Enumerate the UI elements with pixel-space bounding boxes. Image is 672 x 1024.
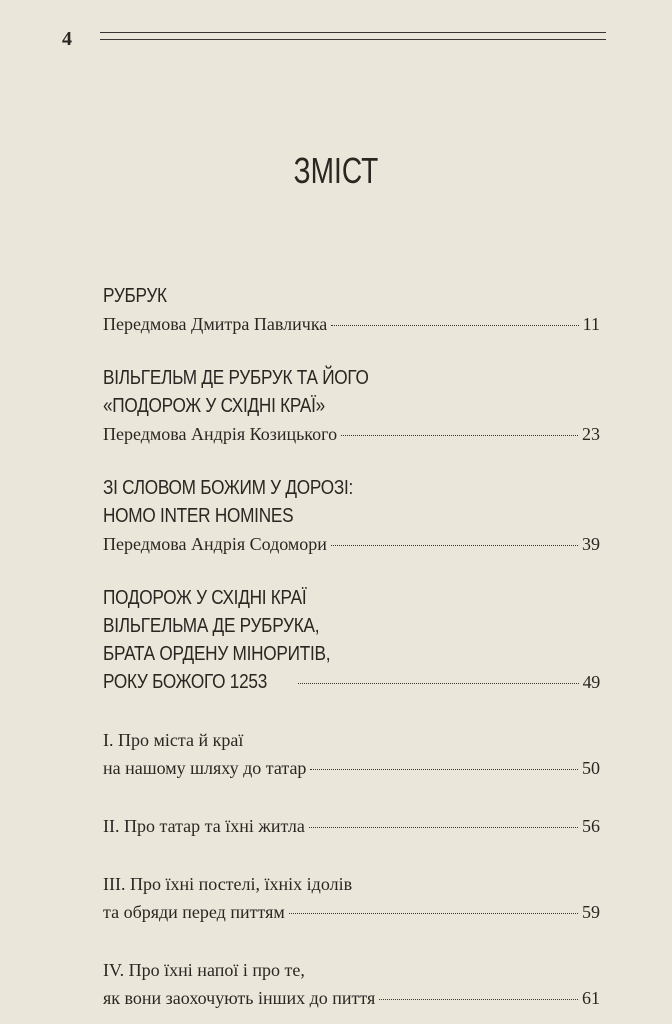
dot-leader <box>309 827 578 828</box>
dot-leader <box>310 769 578 770</box>
toc-chapter-final: як вони заохочують інших до пиття <box>103 988 376 1008</box>
toc-entry-subtitle: Передмова Андрія Козицького <box>103 424 338 444</box>
header-double-rule <box>100 32 606 40</box>
toc-entry-podorozh[interactable] <box>103 584 600 696</box>
dot-leader <box>341 435 578 436</box>
dot-leader <box>331 325 578 326</box>
toc-entry-heading: ЗІ СЛОВОМ БОЖИМ У ДОРОЗІ: <box>103 477 354 499</box>
toc-entry-rubruk[interactable] <box>103 282 600 338</box>
toc-entry-heading: ВІЛЬГЕЛЬМ ДЕ РУБРУК ТА ЙОГО <box>103 367 369 389</box>
table-of-contents <box>103 282 600 1012</box>
toc-chapter-2[interactable] <box>103 812 600 840</box>
dot-leader <box>289 913 578 914</box>
toc-entry-heading: РУБРУК <box>103 285 167 307</box>
toc-page-number: 23 <box>582 424 600 444</box>
toc-chapter-line: IV. Про їхні напої і про те, <box>103 960 305 980</box>
toc-entry-slovom[interactable] <box>103 474 600 558</box>
page-number: 4 <box>62 28 72 50</box>
toc-chapter-final: II. Про татар та їхні житла <box>103 816 305 836</box>
toc-page-number: 11 <box>582 314 600 334</box>
toc-entry-heading-final: РОКУ БОЖОГО 1253 <box>103 671 268 693</box>
toc-page-number: 61 <box>582 988 600 1008</box>
toc-entry-heading: ВІЛЬГЕЛЬМА ДЕ РУБРУКА, <box>103 615 320 637</box>
toc-entry-subtitle: Передмова Дмитра Павличка <box>103 314 328 334</box>
toc-entry-heading: HOMO INTER HOMINES <box>103 505 294 527</box>
toc-chapter-1[interactable] <box>103 726 600 782</box>
toc-chapter-3[interactable] <box>103 870 600 926</box>
toc-page-number: 49 <box>582 672 600 692</box>
toc-chapter-final: на нашому шляху до татар <box>103 758 307 778</box>
toc-page-number: 39 <box>582 534 600 554</box>
toc-page-number: 56 <box>582 816 600 836</box>
toc-title: ЗМІСТ <box>293 150 379 191</box>
toc-chapter-line: I. Про міста й краї <box>103 730 244 750</box>
toc-entry-heading: «ПОДОРОЖ У СХІДНІ КРАЇ» <box>103 395 325 417</box>
dot-leader <box>331 545 578 546</box>
toc-chapter-line: III. Про їхні постелі, їхніх ідолів <box>103 874 353 894</box>
toc-entry-wilhelm[interactable] <box>103 364 600 448</box>
dot-leader <box>298 683 579 684</box>
toc-entry-heading: ПОДОРОЖ У СХІДНІ КРАЇ <box>103 587 307 609</box>
dot-leader <box>379 999 578 1000</box>
toc-entry-subtitle: Передмова Андрія Содомори <box>103 534 327 554</box>
toc-entry-heading: БРАТА ОРДЕНУ МІНОРИТІВ, <box>103 643 331 665</box>
toc-chapter-final: та обряди перед питтям <box>103 902 285 922</box>
toc-page-number: 59 <box>582 902 600 922</box>
toc-page-number: 50 <box>582 758 600 778</box>
toc-chapter-4[interactable] <box>103 956 600 1012</box>
